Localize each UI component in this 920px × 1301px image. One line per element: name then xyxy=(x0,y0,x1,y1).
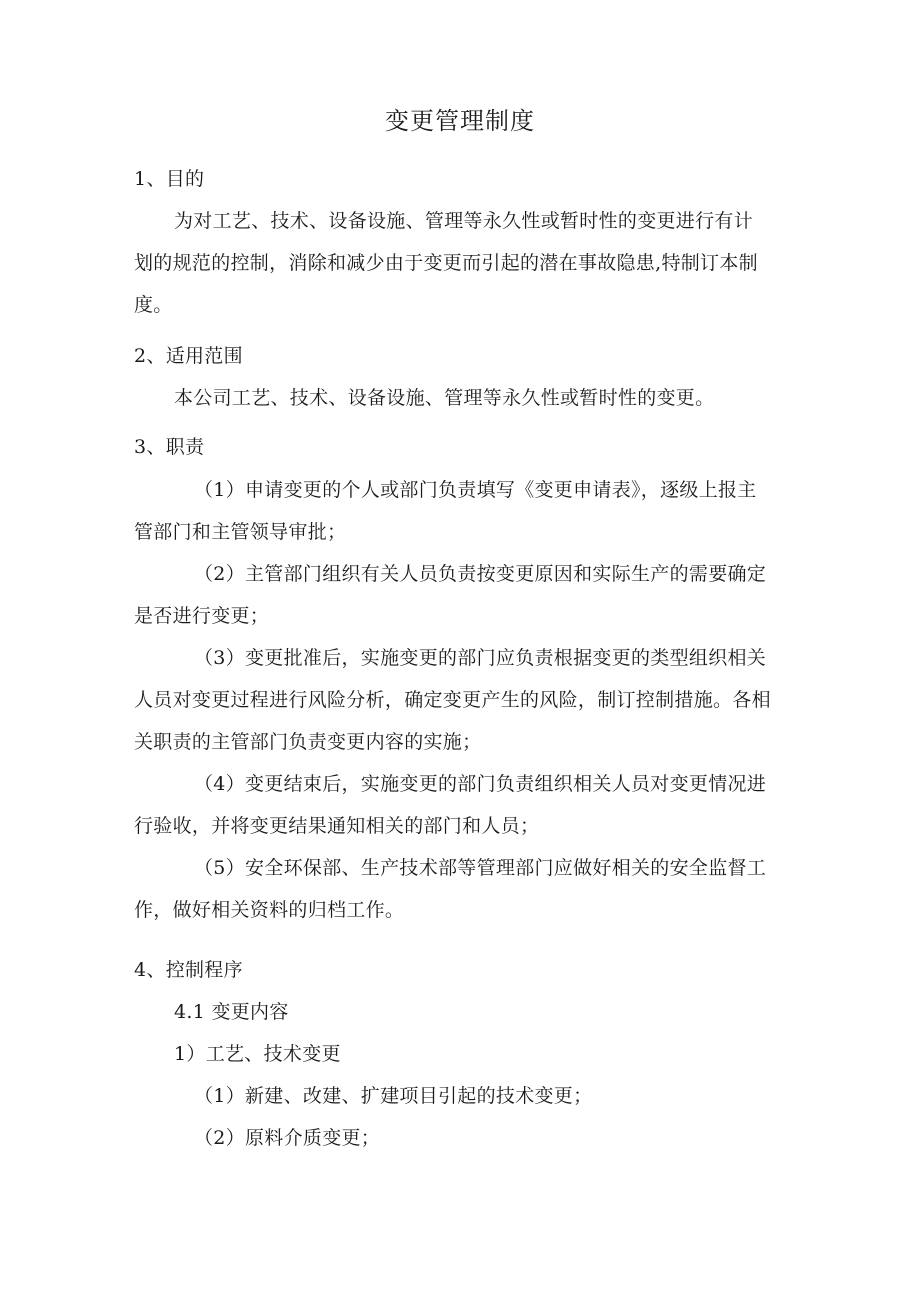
procedure-subheading: 4.1 变更内容 xyxy=(174,1001,289,1023)
section-heading-duties: 3、职责 xyxy=(134,436,205,458)
purpose-line-2: 划的规范的控制，消除和减少由于变更而引起的潜在事故隐患,特制订本制 xyxy=(134,252,758,274)
procedure-item: 1）工艺、技术变更 xyxy=(174,1043,341,1065)
duties-line-3: （2）主管部门组织有关人员负责按变更原因和实际生产的需要确定 xyxy=(194,563,767,585)
purpose-line-3: 度。 xyxy=(134,294,173,316)
duties-line-6: 人员对变更过程进行风险分析，确定变更产生的风险，制订控制措施。各相 xyxy=(134,689,771,711)
purpose-line-1: 为对工艺、技术、设备设施、管理等永久性或暂时性的变更进行有计 xyxy=(174,210,754,232)
duties-line-2: 管部门和主管领导审批； xyxy=(134,521,347,543)
duties-line-7: 关职责的主管部门负责变更内容的实施； xyxy=(134,731,482,753)
procedure-line-1: （1）新建、改建、扩建项目引起的技术变更； xyxy=(194,1085,593,1107)
document-title: 变更管理制度 xyxy=(385,107,535,135)
duties-line-11: 作，做好相关资料的归档工作。 xyxy=(134,899,405,921)
duties-line-9: 行验收，并将变更结果通知相关的部门和人员； xyxy=(134,815,540,837)
duties-line-8: （4）变更结束后，实施变更的部门负责组织相关人员对变更情况进 xyxy=(194,773,767,795)
duties-line-5: （3）变更批准后，实施变更的部门应负责根据变更的类型组织相关 xyxy=(194,647,767,669)
duties-line-10: （5）安全环保部、生产技术部等管理部门应做好相关的安全监督工 xyxy=(194,857,767,879)
duties-line-4: 是否进行变更； xyxy=(134,605,270,627)
scope-line-1: 本公司工艺、技术、设备设施、管理等永久性或暂时性的变更。 xyxy=(174,387,715,409)
duties-line-1: （1）申请变更的个人或部门负责填写《变更申请表》，逐级上报主 xyxy=(194,479,757,501)
section-heading-scope: 2、适用范围 xyxy=(134,345,243,367)
procedure-line-2: （2）原料介质变更； xyxy=(194,1127,381,1149)
section-heading-purpose: 1、目的 xyxy=(134,168,205,190)
section-heading-procedure: 4、控制程序 xyxy=(134,959,243,981)
